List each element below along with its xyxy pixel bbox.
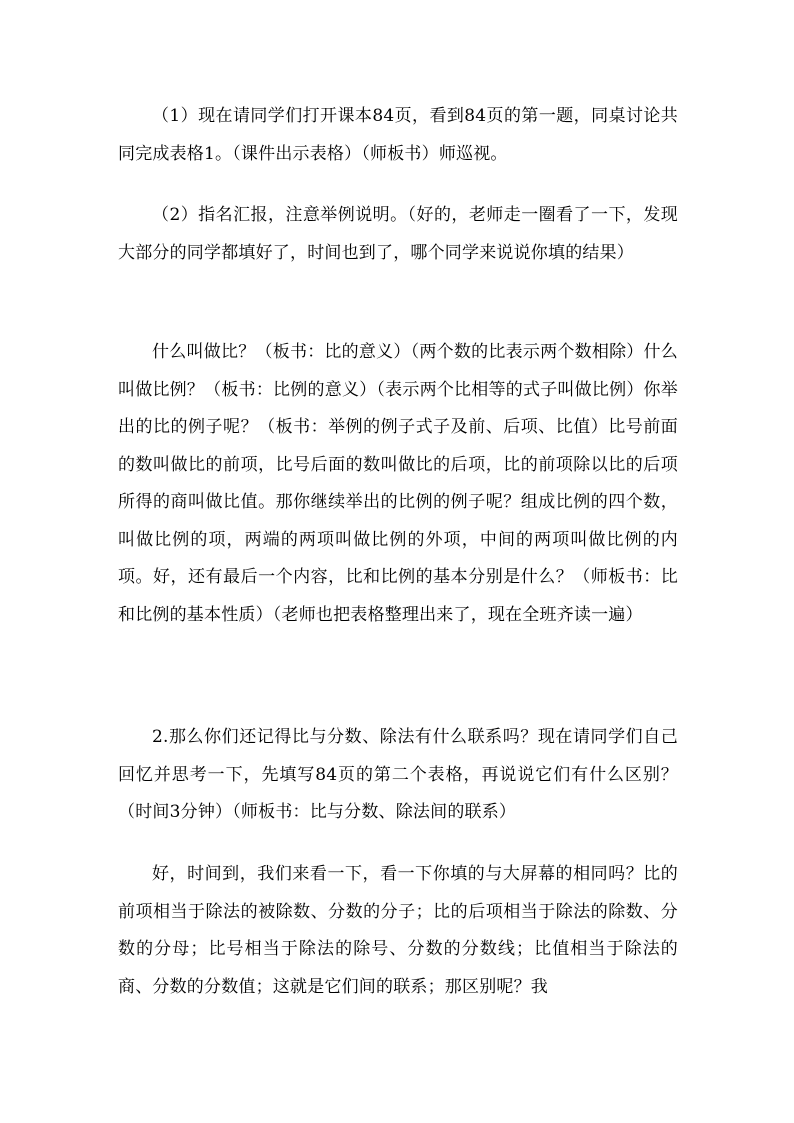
- paragraph-ratio-definitions: 什么叫做比？（板书：比的意义）（两个数的比表示两个数相除）什么叫做比例？（板书：比例的意义）（表示两个比相等的式子叫做比例）你举出的比的例子呢？（板书：举例的例子式子及前、后项、比值）比号前面的数叫做比的前项，比号后面的数叫做比的后项，比的前项除以比的后项所得的商叫做比值。那你继续举出的比例的例子呢？组成比例的四个数，叫做比例的项，两端的两项叫做比例的外项，中间的两项叫做比例的内项。好，还有最后一个内容，比和比例的基本分别是什么？（师板书：比和比例的基本性质）（老师也把表格整理出来了，现在全班齐读一遍）: [118, 342, 678, 625]
- paragraph-ratio-fraction-division: 2.那么你们还记得比与分数、除法有什么联系吗？现在请同学们自己回忆并思考一下，先填写84页的第二个表格，再说说它们有什么区别？（时间3分钟）（师板书：比与分数、除法间的联系）: [118, 727, 678, 822]
- paragraph-comparison: 好，时间到，我们来看一下，看一下你填的与大屏幕的相同吗？比的前项相当于除法的被除数、分数的分子；比的后项相当于除法的除数、分数的分母；比号相当于除法的除号、分数的分数线；比值相当于除法的商、分数的分数值；这就是它们间的联系；那区别呢？我: [118, 864, 678, 997]
- paragraph-group-work: （1）现在请同学们打开课本84页，看到84页的第一题，同桌讨论共同完成表格1。（课件出示表格）（师板书）师巡视。: [118, 106, 678, 164]
- paragraph-report: （2）指名汇报，注意举例说明。（好的，老师走一圈看了一下，发现大部分的同学都填好了，时间也到了，哪个同学来说说你填的结果）: [118, 205, 678, 263]
